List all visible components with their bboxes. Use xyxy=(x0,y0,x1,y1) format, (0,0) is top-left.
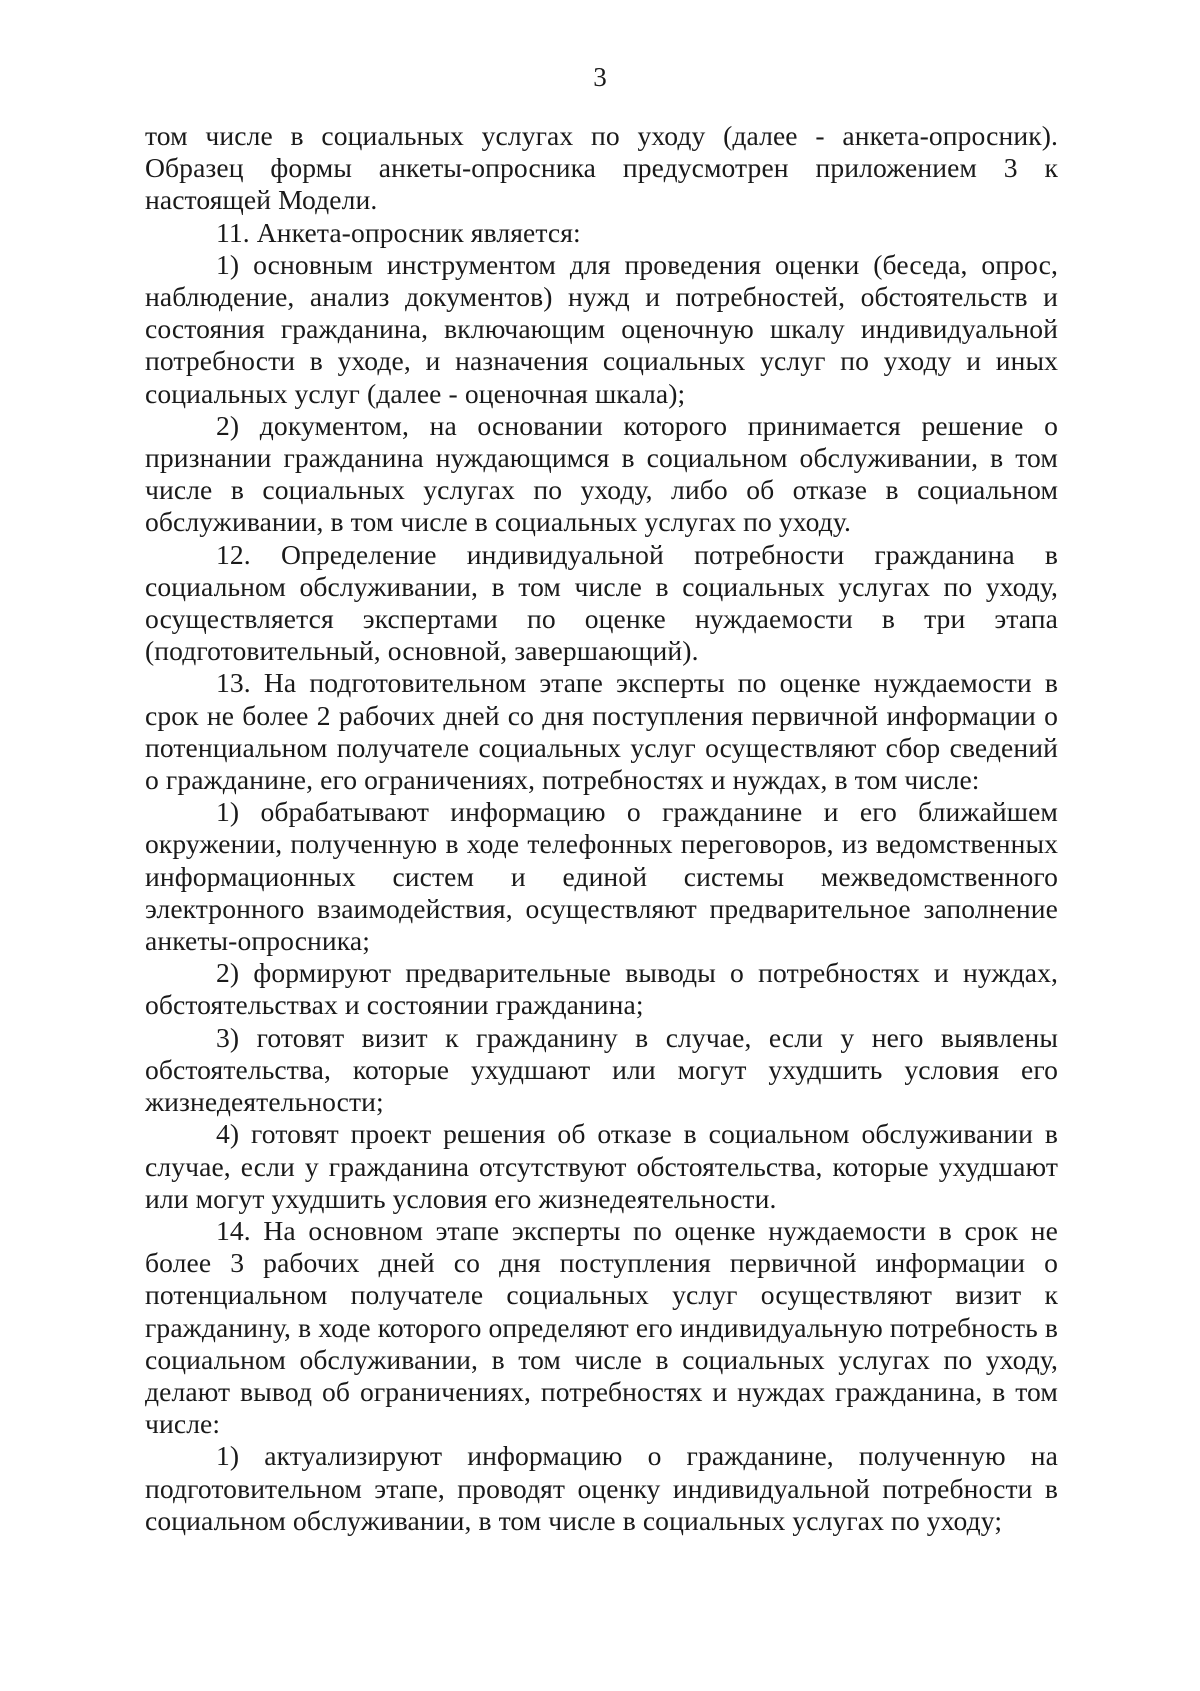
paragraph-item-13-3: 3) готовят визит к гражданину в случае, если у него выявлены обстоятельства, которые ухудшают или могут ухудшить условия его жизнедеятельности; xyxy=(145,1021,1058,1118)
paragraph-item-11-2: 2) документом, на основании которого принимается решение о признании гражданина нуждающимся в социальном обслуживании, в том числе в социальных услугах по уходу, либо об отказе в социальном обслуживании, в том числе в социальных услугах по уходу. xyxy=(145,409,1058,538)
paragraph-item-13-1: 1) обрабатывают информацию о гражданине и его ближайшем окружении, полученную в ходе телефонных переговоров, из ведомственных информационных систем и единой системы межведомственного электронного взаимодействия, осуществляют предварительное заполнение анкеты-опросника; xyxy=(145,796,1058,957)
paragraph-continuation: том числе в социальных услугах по уходу (далее - анкета-опросник). Образец формы анкеты-опросника предусмотрен приложением 3 к настоящей Модели. xyxy=(145,120,1058,216)
page-number: 3 xyxy=(593,62,607,92)
paragraph-item-13-4: 4) готовят проект решения об отказе в социальном обслуживании в случае, если у гражданина отсутствуют обстоятельства, которые ухудшают или могут ухудшить условия его жизнедеятельности. xyxy=(145,1118,1058,1214)
paragraph-item-13-2: 2) формируют предварительные выводы о потребностях и нуждах, обстоятельствах и состоянии гражданина; xyxy=(145,957,1058,1021)
paragraph-item-14: 14. На основном этапе эксперты по оценке нуждаемости в срок не более 3 рабочих дней со дня поступления первичной информации о потенциальном получателе социальных услуг осуществляют визит к гражданину, в ходе которого определяют его индивидуальную потребность в социальном обслуживании, в том числе в социальных услугах по уходу, делают вывод об ограничениях, потребностях и нуждах гражданина, в том числе: xyxy=(145,1214,1058,1440)
paragraph-item-11-1: 1) основным инструментом для проведения оценки (беседа, опрос, наблюдение, анализ документов) нужд и потребностей, обстоятельств и состояния гражданина, включающим оценочную шкалу индивидуальной потребности в уходе, и назначения социальных услуг по уходу и иных социальных услуг (далее - оценочная шкала); xyxy=(145,248,1058,409)
paragraph-item-14-1: 1) актуализируют информацию о гражданине, полученную на подготовительном этапе, проводят оценку индивидуальной потребности в социальном обслуживании, в том числе в социальных услугах по уходу; xyxy=(145,1440,1058,1536)
paragraph-item-12: 12. Определение индивидуальной потребности гражданина в социальном обслуживании, в том числе в социальных услугах по уходу, осуществляется экспертами по оценке нуждаемости в три этапа (подготовительный, основной, завершающий). xyxy=(145,538,1058,667)
paragraph-item-13: 13. На подготовительном этапе эксперты по оценке нуждаемости в срок не более 2 рабочих дней со дня поступления первичной информации о потенциальном получателе социальных услуг осуществляют сбор сведений о гражданине, его ограничениях, потребностях и нуждах, в том числе: xyxy=(145,667,1058,796)
document-body xyxy=(145,120,1058,1537)
paragraph-item-11: 11. Анкета-опросник является: xyxy=(216,216,581,248)
